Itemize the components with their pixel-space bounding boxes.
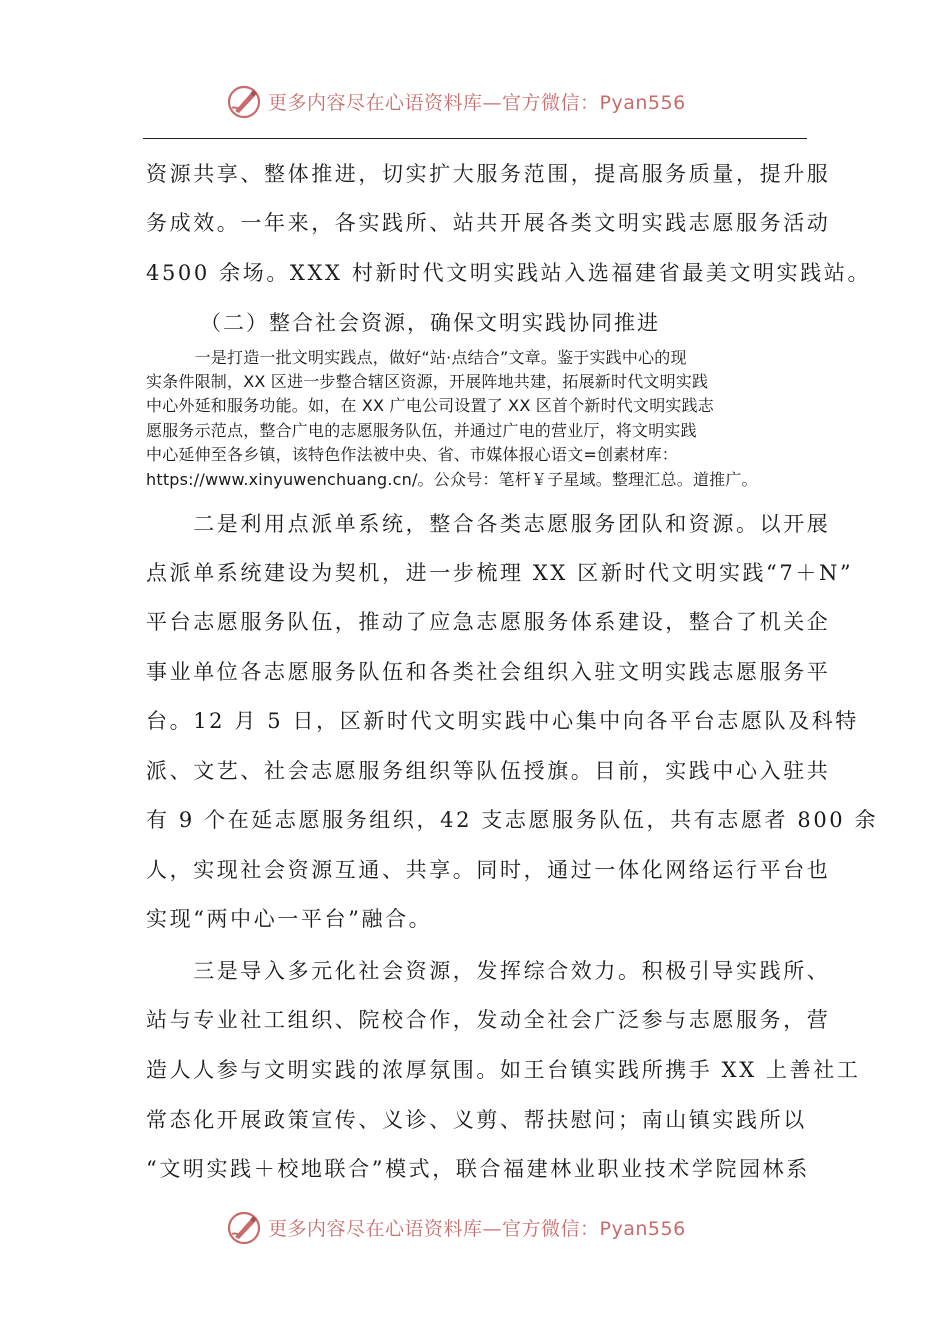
body-line: 三是导入多元化社会资源，发挥综合效力。积极引导实践所、 <box>146 959 831 983</box>
body-line: 4500 余场。XXX 村新时代文明实践站入选福建省最美文明实践站。 <box>146 261 872 285</box>
banner-text: 更多内容尽在心语资料库—官方微信：Pyan556 <box>268 92 686 114</box>
body-line: “文明实践＋校地联合”模式，联合福建林业职业技术学院园林系 <box>146 1157 810 1181</box>
body-line: 常态化开展政策宣传、义诊、义剪、帮扶慰问；南山镇实践所以 <box>146 1108 807 1132</box>
body-line: 人，实现社会资源互通、共享。同时，通过一体化网络运行平台也 <box>146 858 831 882</box>
footer-banner <box>0 1208 950 1248</box>
body-line: 平台志愿服务队伍，推动了应急志愿服务体系建设，整合了机关企 <box>146 610 831 634</box>
banner-text: 更多内容尽在心语资料库—官方微信：Pyan556 <box>268 1218 686 1240</box>
body-line: 点派单系统建设为契机，进一步梳理 XX 区新时代文明实践“7＋N” <box>146 561 854 585</box>
small-line: 中心外延和服务功能。如，在 XX 广电公司设置了 XX 区首个新时代文明实践志 <box>146 396 714 415</box>
body-line: 站与专业社工组织、院校合作，发动全社会广泛参与志愿服务，营 <box>146 1008 831 1032</box>
body-line: 有 9 个在延志愿服务组织，42 支志愿服务队伍，共有志愿者 800 余 <box>146 808 879 832</box>
banner-wechat: Pyan556 <box>599 1218 686 1240</box>
body-line: 二是利用点派单系统，整合各类志愿服务团队和资源。以开展 <box>146 512 831 536</box>
body-line: 务成效。一年来，各实践所、站共开展各类文明实践志愿服务活动 <box>146 211 831 235</box>
pen-logo-icon <box>226 84 262 120</box>
body-line: 事业单位各志愿服务队伍和各类社会组织入驻文明实践志愿服务平 <box>146 660 831 684</box>
body-line: 资源共享、整体推进，切实扩大服务范围，提高服务质量，提升服 <box>146 162 831 186</box>
body-line: 台。12 月 5 日，区新时代文明实践中心集中向各平台志愿队及科特 <box>146 709 859 733</box>
pen-logo-icon <box>226 1210 262 1246</box>
small-line: https://www.xinyuwenchuang.cn/。公众号：笔杆￥子星域。整理汇总。道推广。 <box>146 470 758 489</box>
header-divider <box>143 138 807 139</box>
body-line: 造人人参与文明实践的浓厚氛围。如王台镇实践所携手 XX 上善社工 <box>146 1058 861 1082</box>
header-banner <box>0 82 950 122</box>
small-line: 实条件限制，XX 区进一步整合辖区资源，开展阵地共建，拓展新时代文明实践 <box>146 372 709 391</box>
body-line: 实现“两中心一平台”融合。 <box>146 907 433 931</box>
small-line: 中心延伸至各乡镇，该特色作法被中央、省、市媒体报心语文=创素材库： <box>146 445 679 464</box>
small-line: 一是打造一批文明实践点，做好“站·点结合”文章。鉴于实践中心的现 <box>146 348 687 367</box>
banner-wechat: Pyan556 <box>599 92 686 114</box>
section-heading: （二）整合社会资源，确保文明实践协同推进 <box>200 311 660 335</box>
body-line: 派、文艺、社会志愿服务组织等队伍授旗。目前，实践中心入驻共 <box>146 759 831 783</box>
small-line: 愿服务示范点，整合广电的志愿服务队伍，并通过广电的营业厅，将文明实践 <box>146 421 697 440</box>
